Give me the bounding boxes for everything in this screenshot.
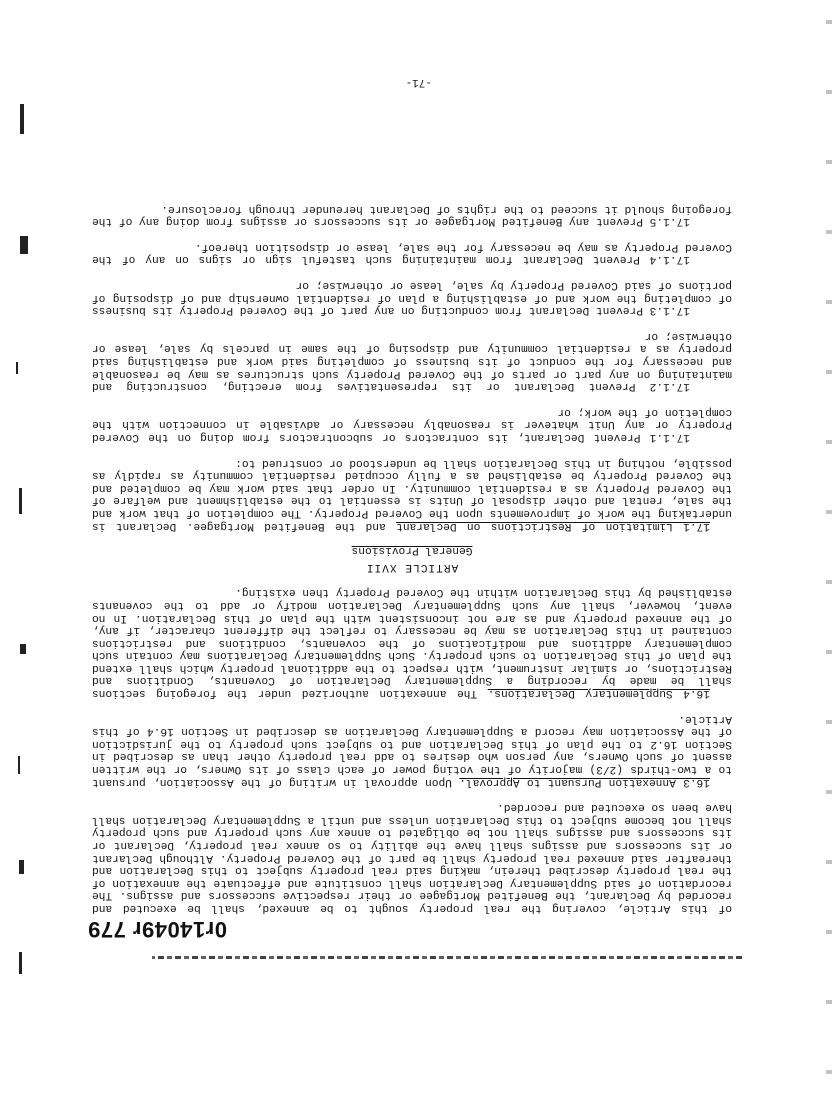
- subsection-17-1-4: 17.1.4 Prevent Declarant from maintaining such tasteful sign or signs on any of the Covered Property as may be necessary for the sale, lease or disposition thereof.: [92, 240, 732, 266]
- subsection-17-1-5: 17.1.5 Prevent any Benefited Mortgagee or its successors or assigns from doing any of the foregoing should it succeed to the rights of Declarant hereunder through foreclosure.: [92, 202, 732, 228]
- section-16-4-text: The annexation authorized under the foregoing sections shall be made by recording a Supplementary Declaration of Covenants, Conditions and Restrictions, or similar instrument, with respect to the additional property which shall extend the plan of this Declaration to such property. Such Supplementary Declarations may contain such complementary additions and modifications of the covenants, conditions and restrictions contained in this Declaration as may be necessary to reflect the different character, if any, of the annexed property and as are not inconsistent with the plan of this Declaration. In no event, however, shall any such Supplementary Declaration modify or add to the covenants established by this Declaration within the Covered Property then existing.: [92, 586, 732, 700]
- section-16-3-heading: 16.3 Annexation Pursuant to Approval.: [459, 775, 710, 788]
- section-17-1-text: and the Benefited Mortgagee. Declarant is undertaking the work of improvements upon the Covered Property. The completion of that work and the sale, rental and other disposal of Units is essential to the establishment and welfare of the Covered Property as a residential community. In order that said work may be completed and the Covered Property be established as a fully occupied residential community as rapidly as possible, nothing in this Declaration shall be understood or construed to:: [92, 456, 732, 532]
- recording-number: 0r14049r 779: [87, 917, 227, 942]
- margin-mark: [16, 362, 18, 374]
- article-subtitle: General Provisions: [351, 544, 473, 557]
- margin-mark: [20, 236, 28, 254]
- article-title: ARTICLE XVII: [365, 560, 459, 573]
- paragraph-annexation-continued: of this Article, covering the real property sought to be annexed, shall be executed and recorded by Declarant, the Benefited Mortgagee or their respective successors and assigns. The recordation of said Supplementary Declaration shall constitute and effectuate the annexation of the real property described therein, making said real property subject to this Declaration and thereafter said annexed real property shall be part of the Covered Property. Although Declarant or its successors and assigns shall have the ability to so annex real property, Declarant or its successors and assigns shall not be obligated to annex any such property and such property shall not become subject to this Declaration unless and until a Supplementary Declaration shall have been so executed and recorded.: [92, 801, 732, 914]
- subsection-17-1-1: 17.1.1 Prevent Declarant, its contractors or subcontractors from doing on the Covered Property or any Unit whatever is reasonably necessary or advisable in connection with the completion of the work; or: [92, 405, 732, 443]
- scan-edge-artifact: [826, 0, 832, 1104]
- section-16-4-heading: 16.4 Supplementary Declarations.: [487, 687, 710, 700]
- margin-mark: [19, 952, 22, 974]
- subsection-17-1-3: 17.1.3 Prevent Declarant from conducting on any part of the Covered Property its business of completing the work and of establishing a plan of residential ownership and of disposing of portions of said Covered Property by sale, lease or otherwise; or: [92, 279, 732, 317]
- section-16-3: [92, 712, 732, 788]
- section-17-1: [92, 456, 732, 532]
- document-body: [92, 189, 732, 914]
- section-17-1-heading: 17.1 Limitation of Restrictions on Declarant: [396, 519, 710, 532]
- margin-mark: [20, 644, 26, 654]
- margin-mark: [20, 104, 24, 134]
- section-16-4: [92, 586, 732, 699]
- section-16-3-text: Upon approval in writing of the Association, pursuant to a two-thirds (2/3) majority of the voting power of each class of its Owners, or the written assent of such Owners, any person who desires to add real property other than as described in Section 16.2 to the plan of this Declaration and to subject such property to the jurisdiction of the Association may record a Supplementary Declaration as described in Section 16.4 of this Article.: [92, 712, 732, 788]
- scan-noise-line: [152, 956, 742, 959]
- margin-mark: [19, 488, 22, 514]
- margin-mark: [18, 756, 20, 774]
- subsection-17-1-2: 17.1.2 Prevent Declarant or its representatives from erecting, constructing and maintaining on any part or parts of the Covered Property such structures as may be reasonable and necessary for the conduct of its business of completing said work and establishing said property as a residential community and disposing of the same in parcels by sale, lease or otherwise; or: [92, 329, 732, 393]
- page-number: -71-: [405, 76, 432, 88]
- margin-scan-marks: [2, 14, 42, 1014]
- margin-mark: [19, 860, 24, 874]
